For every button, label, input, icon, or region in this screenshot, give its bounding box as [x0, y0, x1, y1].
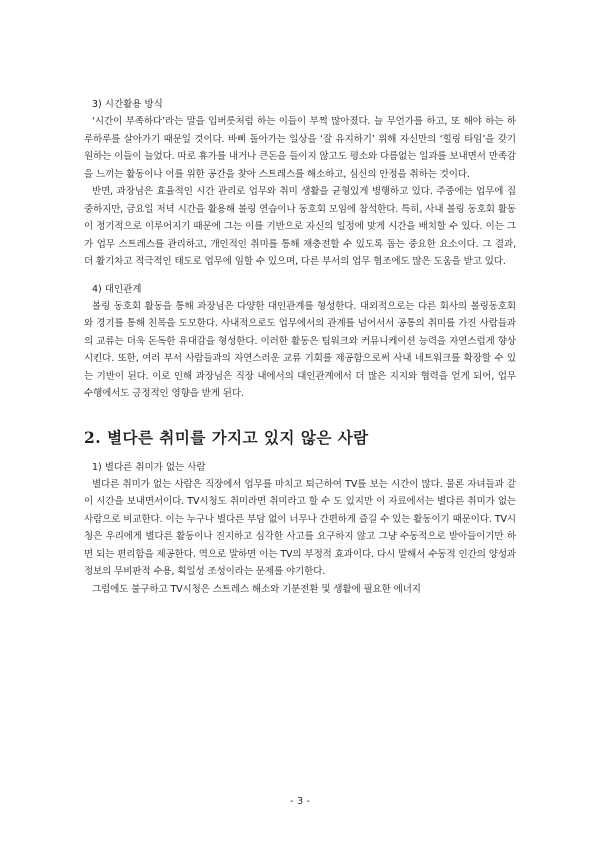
page-content — [84, 96, 516, 598]
chapter-title: 2. 별다른 취미를 가지고 있지 않은 사람 — [84, 427, 369, 447]
section-heading-relationships: 4) 대인관계 — [92, 283, 142, 295]
spacer — [84, 271, 516, 281]
spacer — [84, 449, 516, 459]
section-heading-no-hobby: 1) 별다른 취미가 없는 사람 — [92, 461, 206, 473]
page-number: - 3 - — [290, 796, 310, 807]
spacer — [84, 403, 516, 427]
paragraph: 반면, 과장님은 효율적인 시간 관리로 업무와 취미 생활을 균형있게 병행하고 있다. 주중에는 업무에 집중하지만, 금요일 저녁 시간을 활용해 볼링 연습이나 동호회 모임에 참석한다. 특히, 사내 볼링 동호회 활동이 정기적으로 이루어지기 때문에 그는 이를 기반으로 자신의 일정에 맞게 시간을 배치할 수 있다. 이는 그가 업무 스트레스를 관리하고, 개인적인 취미를 통해 재충전할 수 있도록 돕는 중요한 요소이다. 그 결과, 더 활기차고 적극적인 태도로 업무에 임할 수 있으며, 다른 부서의 업무 협조에도 많은 도움을 받고 있다. — [84, 186, 516, 267]
paragraph: ‘시간이 부족하다’라는 말을 입버릇처럼 하는 이들이 부쩍 많아졌다. 늘 무언가를 하고, 또 해야 하는 하루하루를 살아가기 때문일 것이다. 바삐 돌아가는 일상을 ‘잘 유지하기’ 위해 자신만의 ‘힐링 타임’을 갖기 원하는 이들이 늘었다. 따로 휴가를 내거나 큰돈을 들이지 않고도 평소와 다름없는 일과를 보내면서 만족감을 느끼는 활동이나 이를 위한 공간을 찾아 스트레스를 해소하고, 심신의 안정을 취하는 것이다. — [84, 116, 516, 180]
section-heading-time-usage: 3) 시간활용 방식 — [92, 99, 163, 110]
paragraph: 그럼에도 불구하고 TV시청은 스트레스 해소와 기분전환 및 생활에 필요한 에너지 — [92, 583, 421, 595]
paragraph: 별다른 취미가 없는 사람은 직장에서 업무를 마치고 퇴근하여 TV를 보는 시간이 많다. 물론 자녀들과 같이 시간을 보내면서이다. TV시청도 취미라면 취미라고 할 수 도 있지만 이 자료에서는 별다른 취미가 없는 사람으로 비교한다. 이는 누구나 별다른 부담 없이 너무나 간편하게 즐길 수 있는 활동이기 때문이다. TV시청은 우리에게 별다른 활동이나 진지하고 심각한 사고를 요구하지 않고 그냥 수동적으로 받아들이기만 하면 되는 편리함을 제공한다. 역으로 말하면 이는 TV의 부정적 효과이다. 다시 말해서 수동적 인간의 양성과 정보의 무비판적 수용, 획일성 조성이라는 문제를 야기한다. — [84, 478, 516, 577]
paragraph: 볼링 동호회 활동을 통해 과장님은 다양한 대인관계를 형성한다. 대외적으로는 다른 회사의 볼링동호회와 경기를 통해 친목을 도모한다. 사내적으로도 업무에서의 관계를 넘어서서 공통의 취미를 가진 사람들과의 교류는 더욱 돈독한 유대감을 형성한다. 이러한 활동은 팀워크와 커뮤니케이션 능력을 자연스럽게 향상시킨다. 또한, 여러 부서 사람들과의 자연스러운 교류 기회를 제공함으로써 사내 네트워크를 확장할 수 있는 기반이 된다. 이로 인해 과장님은 직장 내에서의 대인관계에서 더 많은 지지와 협력을 얻게 되어, 업무 수행에서도 긍정적인 영향을 받게 된다. — [84, 300, 516, 399]
